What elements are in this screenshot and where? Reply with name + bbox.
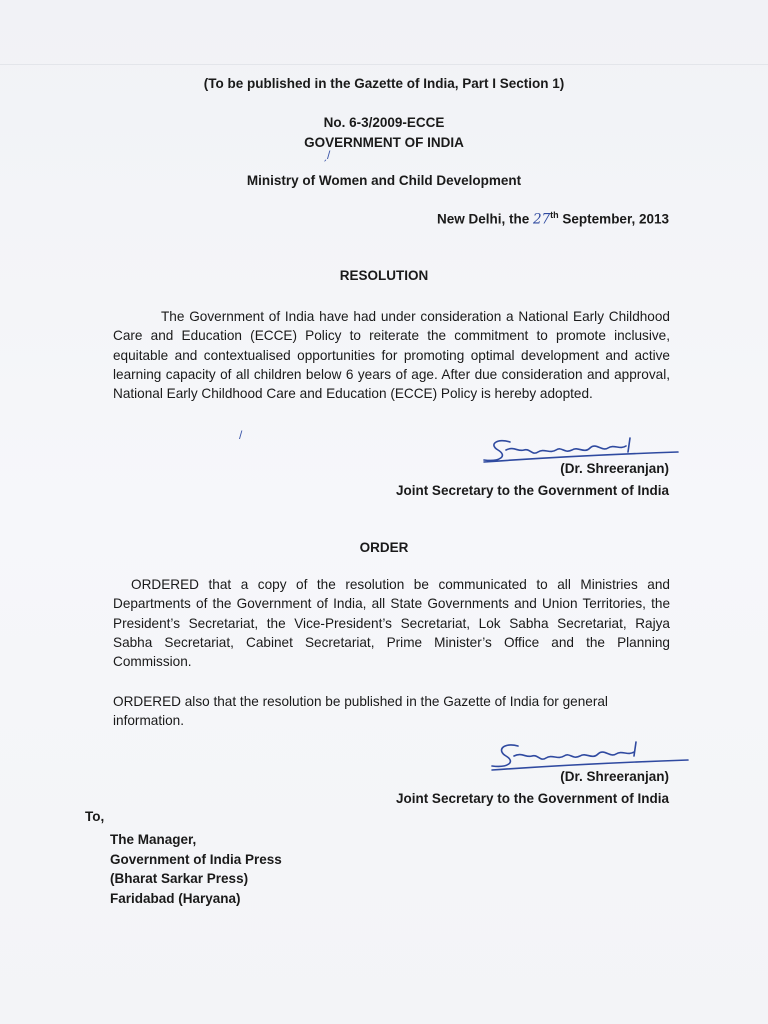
address-line: (Bharat Sarkar Press) — [110, 871, 249, 886]
date-line — [437, 210, 669, 228]
resolution-paragraph: The Government of India have had under consideration a National Early Childhood Care and Education (ECCE) Policy to reiterate the commitment to promote inclusive, equitable and contextualised opportunities for promoting optimal development and active learning capacity of all children below 6 years of age. After due consideration and approval, National Early Childhood Care and Education (ECCE) Policy is hereby adopted. — [113, 309, 670, 402]
to-label: To, — [85, 809, 105, 824]
date-day-handwritten: 27 — [532, 211, 551, 228]
address-line: Faridabad (Haryana) — [110, 890, 241, 906]
file-number: No. 6-3/2009-ECCE — [323, 115, 445, 130]
pen-mark-icon: / — [239, 428, 243, 442]
resolution-signatory-name: (Dr. Shreeranjan) — [560, 461, 669, 476]
gazette-note: (To be published in the Gazette of India, Part I Section 1) — [203, 76, 565, 91]
address-line: The Manager, — [110, 832, 197, 847]
address-line: Government of India Press — [110, 851, 282, 867]
date-prefix: New Delhi, the — [436, 211, 533, 227]
order-signatory-name: (Dr. Shreeranjan) — [560, 769, 669, 784]
resolution-heading: RESOLUTION — [339, 268, 429, 283]
order-paragraph-2: ORDERED also that the resolution be published in the Gazette of India for general information. — [113, 694, 608, 729]
government-title: GOVERNMENT OF INDIA — [304, 135, 464, 150]
recipient-address — [110, 830, 282, 908]
date-rest: September, 2013 — [558, 211, 669, 227]
date-suffix: th — [550, 210, 559, 220]
ministry-name: Ministry of Women and Child Development — [246, 173, 522, 188]
resolution-signatory-title: Joint Secretary to the Government of India — [395, 483, 669, 498]
pen-mark-icon: ˏ/ — [323, 148, 331, 162]
order-paragraph-1: ORDERED that a copy of the resolution be communicated to all Ministries and Departments of the Government of India, all State Governments and Union Territories, the President’s Secretariat, the Vice-President’s Secretariat, Lok Sabha Secretariat, Rajya Sabha Secretariat, Cabinet Secretariat, Prime Minister’s Office and the Planning Commission. — [113, 577, 670, 670]
order-heading: ORDER — [359, 540, 409, 555]
order-signatory-title: Joint Secretary to the Government of India — [395, 791, 669, 806]
